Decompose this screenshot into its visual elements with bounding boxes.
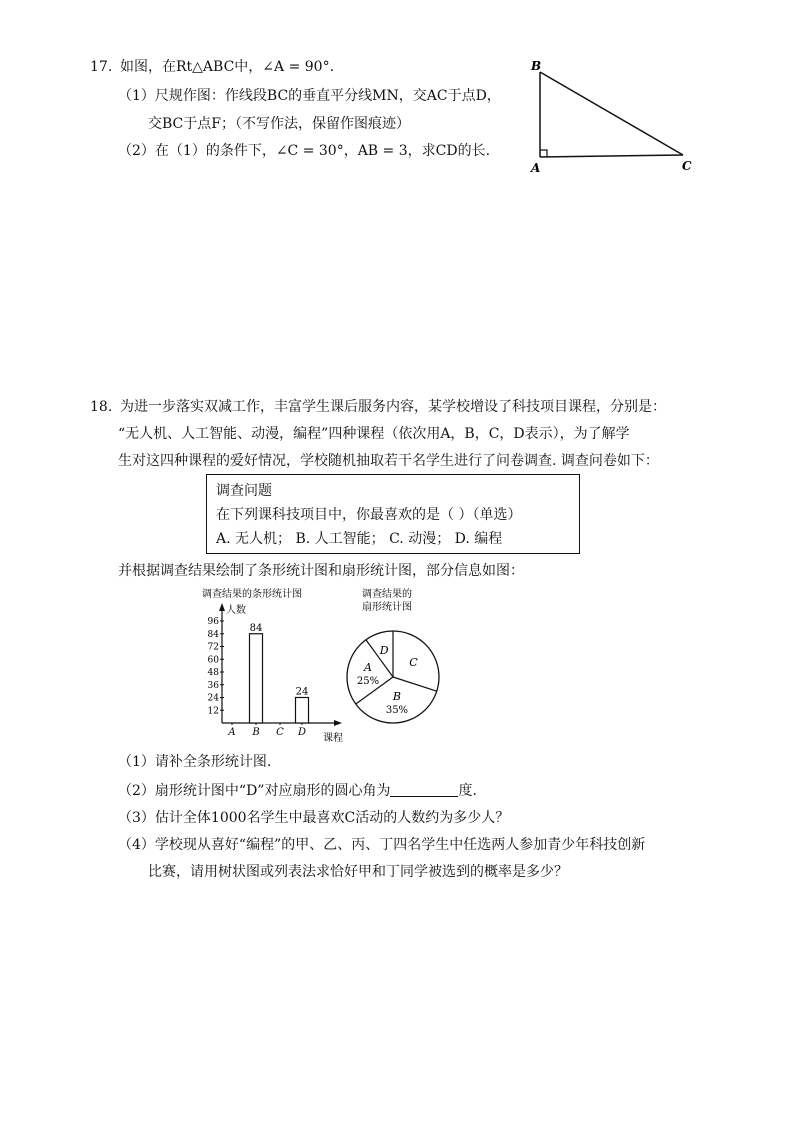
survey-box xyxy=(206,474,580,554)
q18-line2: “无人机、人工智能、动漫，编程”四种课程（依次用A，B，C，D表示），为了解学 xyxy=(118,426,630,442)
x-tick-label: B xyxy=(252,727,260,738)
y-tick-label: 84 xyxy=(207,629,219,640)
bar xyxy=(250,634,263,723)
pie-chart xyxy=(340,585,450,725)
q17-number: 17. xyxy=(90,59,113,75)
q17-stem: 如图，在Rt△ABC中，∠A = 90°. xyxy=(120,59,335,75)
bar-chart-title: 调查结果的条形统计图 xyxy=(202,589,302,600)
vertex-label-b: B xyxy=(531,59,542,73)
answer-blank[interactable] xyxy=(390,782,458,797)
vertex-label-a: A xyxy=(531,161,541,175)
q18-sub1: （1）请补全条形统计图. xyxy=(118,754,272,770)
q18-sub4-line2: 比赛，请用树状图或列表法求恰好甲和丁同学被选到的概率是多少？ xyxy=(148,864,568,880)
y-tick-label: 96 xyxy=(207,617,219,627)
y-tick-label: 36 xyxy=(207,680,219,691)
pie-chart-title-line2: 扇形统计图 xyxy=(362,602,412,613)
y-tick-label: 60 xyxy=(207,655,219,666)
q17-part2: （2）在（1）的条件下，∠C = 30°，AB = 3，求CD的长. xyxy=(118,143,491,159)
q18-line3: 生对这四种课程的爱好情况，学校随机抽取若干名学生进行了问卷调查. 调查问卷如下： xyxy=(118,453,659,469)
q17-part1-line2: 交BC于点F；（不写作法，保留作图痕迹） xyxy=(148,116,410,132)
q18-sub2 xyxy=(118,781,477,801)
pie-slice-label: D xyxy=(379,643,389,657)
pie-slice-percent: 35% xyxy=(385,704,409,716)
bar-data-label: 84 xyxy=(249,622,263,634)
pie-slice-percent: 25% xyxy=(356,676,380,688)
pie-chart-title-line1: 调查结果的 xyxy=(362,589,412,600)
q18-line4: 并根据调查结果绘制了条形统计图和扇形统计图，部分信息如图： xyxy=(118,563,524,579)
y-tick-label: 24 xyxy=(207,693,219,704)
q18-sub2-prefix: （2）扇形统计图中“D”对应扇形的圆心角为 xyxy=(118,783,391,799)
bar-chart xyxy=(188,585,358,745)
q18-sub4-line1: （4）学校现从喜好“编程”的甲、乙、丙、丁四名学生中任选两人参加青少年科技创新 xyxy=(118,837,646,853)
pie-slice-label: C xyxy=(409,656,418,670)
x-tick-label: C xyxy=(276,727,284,738)
x-tick-label: A xyxy=(228,727,236,738)
vertex-label-c: C xyxy=(682,159,692,173)
y-tick-label: 72 xyxy=(207,642,219,653)
survey-question: 在下列课科技项目中，你最喜欢的是（ ）（单选） xyxy=(216,507,522,523)
survey-title: 调查问题 xyxy=(216,483,272,499)
bar-data-label: 24 xyxy=(295,686,309,698)
q18-line1: 为进一步落实双减工作，丰富学生课后服务内容，某学校增设了科技项目课程，分别是： xyxy=(120,399,666,415)
pie-slice-label: B xyxy=(392,689,402,703)
survey-options: A. 无人机； B. 人工智能； C. 动漫； D. 编程 xyxy=(216,531,503,547)
right-angle-mark xyxy=(540,150,547,157)
q18-sub2-suffix: 度. xyxy=(458,783,477,799)
q18-number: 18. xyxy=(90,399,113,415)
triangle-side-ac xyxy=(540,155,683,157)
y-axis-arrow xyxy=(219,603,225,611)
y-tick-label: 48 xyxy=(207,668,219,678)
pie-slice-label: A xyxy=(364,661,372,675)
right-triangle-figure xyxy=(520,52,700,177)
y-tick-label: 12 xyxy=(207,706,219,717)
q18-sub3: （3）估计全体1000名学生中最喜欢C活动的人数约为多少人？ xyxy=(118,810,510,826)
triangle-side-bc xyxy=(540,72,683,155)
x-tick-label: D xyxy=(297,727,307,738)
q17-part1-line1: （1）尺规作图：作线段BC的垂直平分线MN，交AC于点D， xyxy=(118,88,501,104)
bar-chart-ylabel: 人数 xyxy=(226,605,246,616)
bar-chart-xlabel: 课程 xyxy=(323,733,343,744)
bar xyxy=(296,698,309,724)
